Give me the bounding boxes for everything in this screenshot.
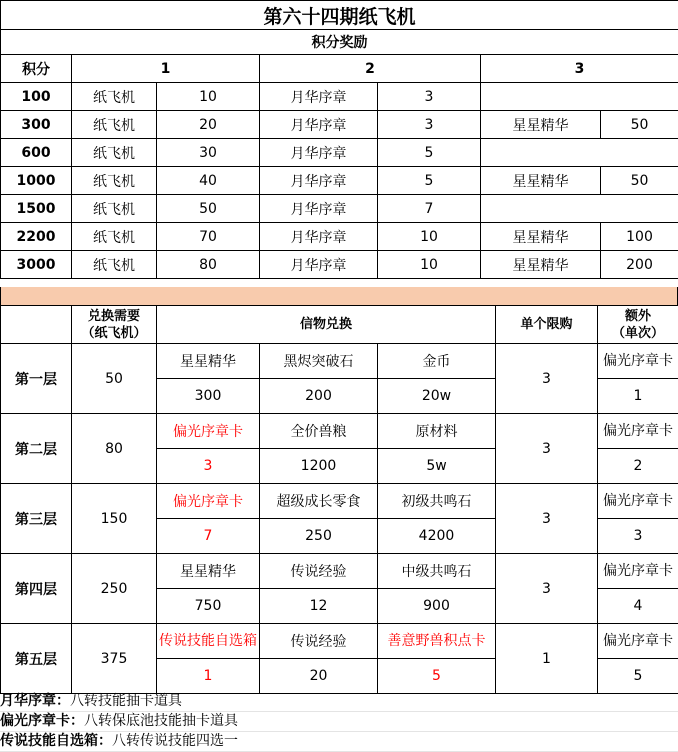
extra-item-qty: 5 [598,659,678,694]
layer-name: 第三层 [1,484,72,554]
layer-row [1,624,678,659]
layer-limit: 3 [496,484,598,554]
reward-row [1,83,678,111]
exchange-item-qty: 4200 [378,519,496,554]
reward-points: 100 [1,83,72,111]
layer-name: 第五层 [1,624,72,694]
layer-cost: 375 [72,624,157,694]
exchange-item-name: 黑烬突破石 [260,344,378,379]
points-reward-header: 积分奖励 [1,30,678,55]
extra-item-qty: 1 [598,379,678,414]
layer-name: 第四层 [1,554,72,624]
exchange-item-name: 原材料 [378,414,496,449]
exchange-item-name: 星星精华 [157,344,260,379]
exchange-item-qty: 200 [260,379,378,414]
reward-points: 1000 [1,167,72,195]
limit-header: 单个限购 [496,306,598,344]
reward-tier3-item: 星星精华 [481,167,601,195]
notes-section [0,692,678,752]
layer-cost: 150 [72,484,157,554]
extra-item-qty: 2 [598,449,678,484]
note-definition: 八转传说技能四选一 [112,732,238,751]
note-definition: 八转技能抽卡道具 [70,692,182,711]
layer-limit: 1 [496,624,598,694]
reward-row [1,167,678,195]
exchange-item-qty: 250 [260,519,378,554]
layer-limit: 3 [496,554,598,624]
layer-limit: 3 [496,344,598,414]
layer-cost: 50 [72,344,157,414]
exchange-item-name: 金币 [378,344,496,379]
exchange-item-qty: 750 [157,589,260,624]
reward-row [1,195,678,223]
note-definition: 八转保底池技能抽卡道具 [84,712,238,731]
layer-header-blank [1,306,72,344]
reward-tier2-item: 月华序章 [260,139,378,167]
reward-tier2-item: 月华序章 [260,111,378,139]
reward-tier2-item: 月华序章 [260,251,378,279]
reward-tier1-qty: 40 [157,167,260,195]
exchange-item-name: 初级共鸣石 [378,484,496,519]
page-title: 第六十四期纸飞机 [1,1,678,30]
cost-header: 兑换需要 （纸飞机） [72,306,157,344]
exchange-item-qty: 7 [157,519,260,554]
reward-tier1-item: 纸飞机 [72,83,157,111]
reward-tier1-item: 纸飞机 [72,111,157,139]
items-header: 信物兑换 [157,306,496,344]
section-divider-band [0,287,678,305]
reward-tier3-empty [481,195,678,223]
extra-header: 额外 （单次） [598,306,678,344]
reward-tier1-item: 纸飞机 [72,251,157,279]
extra-item-name: 偏光序章卡 [598,554,678,589]
exchange-item-qty: 1200 [260,449,378,484]
exchange-item-qty: 20w [378,379,496,414]
reward-tier2-qty: 7 [378,195,481,223]
reward-tier3-empty [481,139,678,167]
reward-tier1-qty: 80 [157,251,260,279]
reward-tier2-qty: 10 [378,251,481,279]
col-points-header: 积分 [1,55,72,83]
reward-tier2-qty: 5 [378,167,481,195]
reward-row [1,111,678,139]
reward-tier2-item: 月华序章 [260,83,378,111]
reward-row [1,251,678,279]
note-line [0,712,678,732]
exchange-item-name: 全价兽粮 [260,414,378,449]
exchange-table [0,305,678,694]
reward-tier1-qty: 70 [157,223,260,251]
layer-cost: 80 [72,414,157,484]
reward-points: 3000 [1,251,72,279]
note-separator: ： [70,712,84,731]
reward-tier1-item: 纸飞机 [72,167,157,195]
exchange-item-qty: 5w [378,449,496,484]
exchange-item-name: 偏光序章卡 [157,414,260,449]
exchange-item-name: 善意野兽积点卡 [378,624,496,659]
reward-tier2-item: 月华序章 [260,167,378,195]
reward-tier3-qty: 200 [601,251,678,279]
exchange-item-name: 超级成长零食 [260,484,378,519]
layer-row [1,344,678,379]
reward-tier3-qty: 100 [601,223,678,251]
reward-points: 2200 [1,223,72,251]
exchange-item-name: 传说经验 [260,554,378,589]
exchange-item-qty: 3 [157,449,260,484]
reward-tier2-item: 月华序章 [260,195,378,223]
note-term: 月华序章 [0,692,56,711]
exchange-item-name: 中级共鸣石 [378,554,496,589]
note-term: 偏光序章卡 [0,712,70,731]
exchange-item-qty: 12 [260,589,378,624]
reward-tier3-item: 星星精华 [481,251,601,279]
layer-name: 第二层 [1,414,72,484]
reward-tier1-qty: 10 [157,83,260,111]
exchange-item-qty: 900 [378,589,496,624]
layer-row [1,414,678,449]
note-line [0,732,678,752]
extra-item-name: 偏光序章卡 [598,484,678,519]
reward-points: 300 [1,111,72,139]
exchange-item-qty: 20 [260,659,378,694]
note-line [0,692,678,712]
reward-tier2-item: 月华序章 [260,223,378,251]
exchange-item-qty: 5 [378,659,496,694]
layer-name: 第一层 [1,344,72,414]
note-separator: ： [98,732,112,751]
reward-tier1-item: 纸飞机 [72,139,157,167]
note-separator: ： [56,692,70,711]
reward-tier3-qty: 50 [601,111,678,139]
reward-tier3-empty [481,83,678,111]
reward-tier1-qty: 20 [157,111,260,139]
reward-tier1-item: 纸飞机 [72,223,157,251]
reward-tier2-qty: 10 [378,223,481,251]
reward-tier1-item: 纸飞机 [72,195,157,223]
layer-row [1,484,678,519]
reward-tier2-qty: 3 [378,111,481,139]
note-term: 传说技能自选箱 [0,732,98,751]
reward-tier2-qty: 5 [378,139,481,167]
reward-row [1,223,678,251]
layer-cost: 250 [72,554,157,624]
exchange-item-name: 传说经验 [260,624,378,659]
reward-points: 600 [1,139,72,167]
reward-tier1-qty: 50 [157,195,260,223]
tier-1-header: 1 [72,55,260,83]
reward-tier1-qty: 30 [157,139,260,167]
points-reward-table [0,0,678,279]
exchange-item-name: 传说技能自选箱 [157,624,260,659]
extra-item-name: 偏光序章卡 [598,414,678,449]
layer-row [1,554,678,589]
tier-2-header: 2 [260,55,481,83]
exchange-item-qty: 1 [157,659,260,694]
extra-item-qty: 4 [598,589,678,624]
layer-limit: 3 [496,414,598,484]
exchange-item-name: 星星精华 [157,554,260,589]
exchange-item-qty: 300 [157,379,260,414]
tier-3-header: 3 [481,55,678,83]
extra-item-name: 偏光序章卡 [598,624,678,659]
extra-item-qty: 3 [598,519,678,554]
reward-points: 1500 [1,195,72,223]
exchange-item-name: 偏光序章卡 [157,484,260,519]
reward-tier3-item: 星星精华 [481,223,601,251]
reward-tier2-qty: 3 [378,83,481,111]
reward-tier3-item: 星星精华 [481,111,601,139]
reward-tier3-qty: 50 [601,167,678,195]
extra-item-name: 偏光序章卡 [598,344,678,379]
reward-row [1,139,678,167]
